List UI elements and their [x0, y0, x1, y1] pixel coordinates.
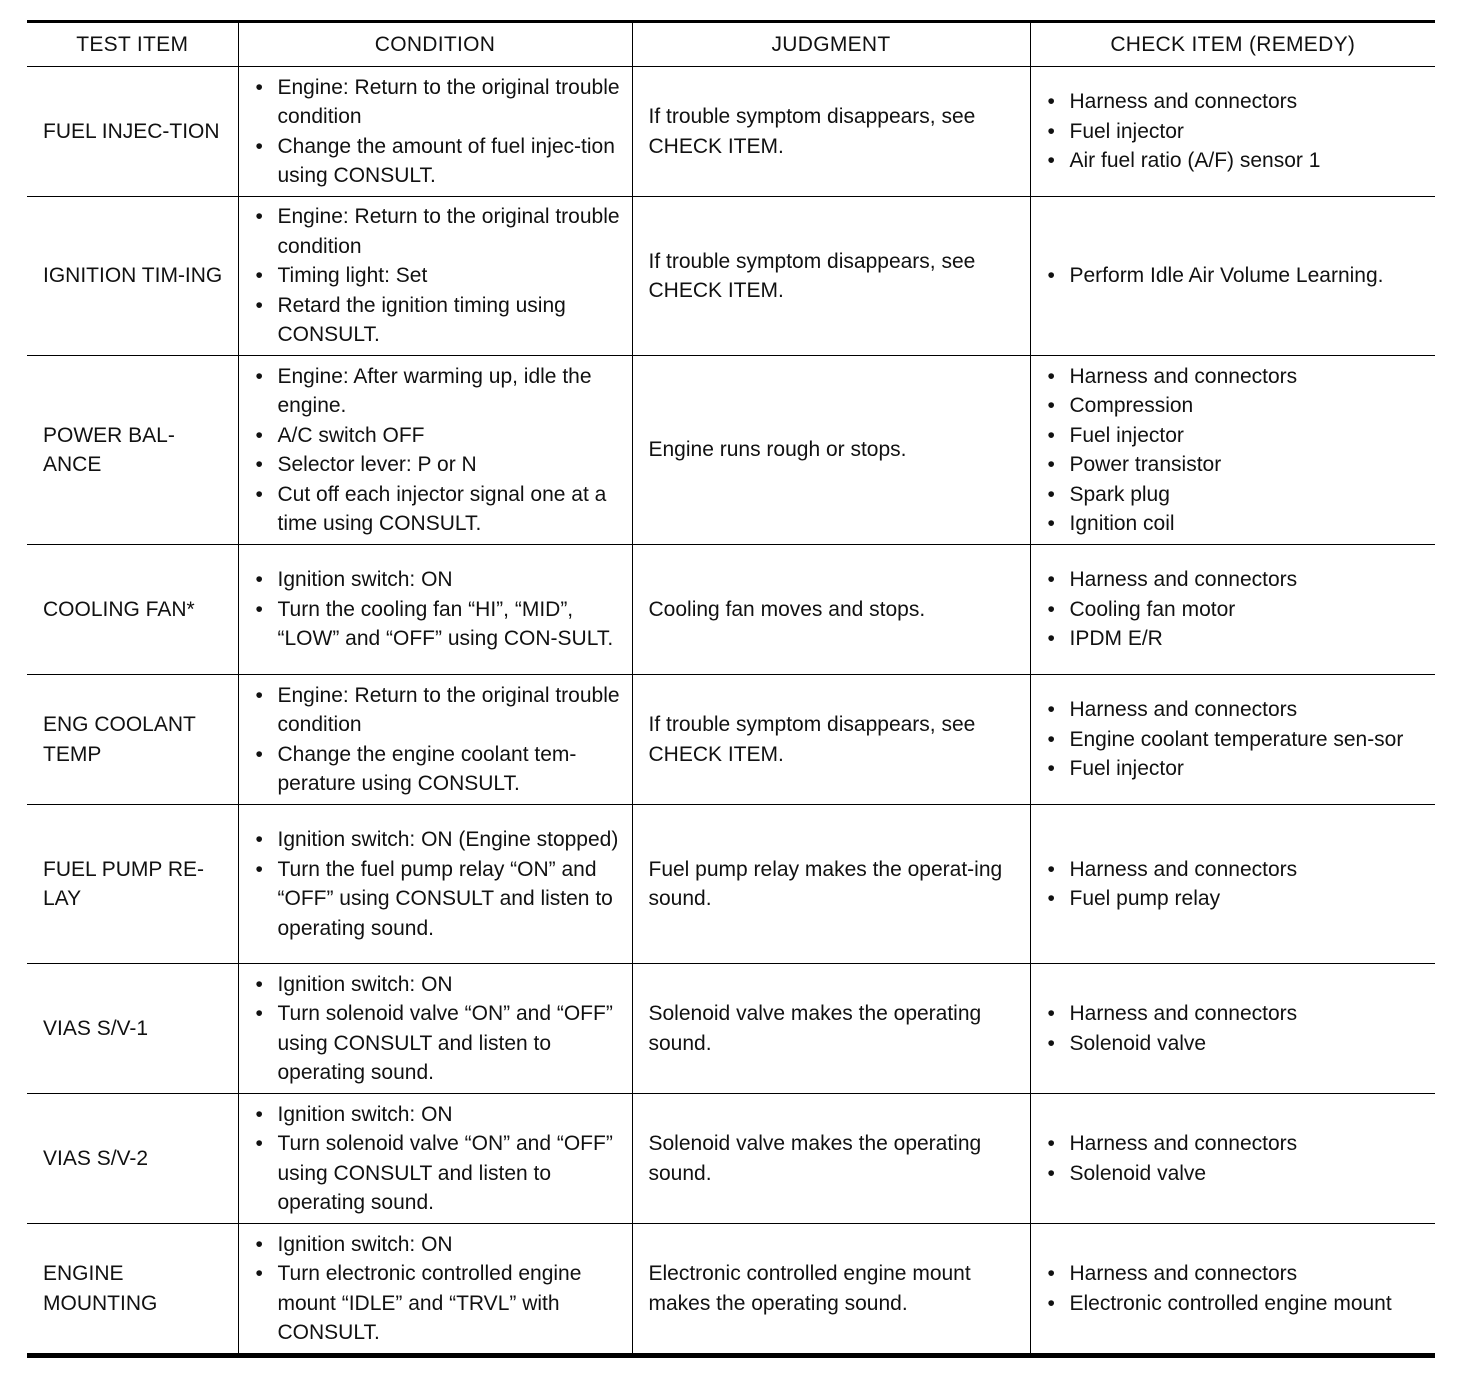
test-item-cell: VIAS S/V-2: [27, 1094, 238, 1224]
test-item-cell: ENG COOLANT TEMP: [27, 675, 238, 805]
judgment-cell: Fuel pump relay makes the operat-ing sound.: [632, 805, 1030, 964]
header-check-item: CHECK ITEM (REMEDY): [1030, 22, 1435, 67]
check-item: • Perform Idle Air Volume Learning.: [1043, 261, 1432, 291]
table-row: [27, 197, 1435, 356]
check-item-list: [1043, 87, 1432, 176]
check-item-cell: [1030, 1094, 1435, 1224]
check-item-cell: [1030, 805, 1435, 964]
condition-item: • Turn solenoid valve “ON” and “OFF” using CONSULT and listen to operating sound.: [251, 1129, 626, 1218]
condition-item: • Ignition switch: ON: [251, 1230, 626, 1260]
test-item-cell: FUEL PUMP RE-LAY: [27, 805, 238, 964]
check-item: • Solenoid valve: [1043, 1159, 1432, 1189]
judgment-cell: If trouble symptom disappears, see CHECK ITEM.: [632, 197, 1030, 356]
judgment-cell: Solenoid valve makes the operating sound.: [632, 964, 1030, 1094]
judgment-cell: If trouble symptom disappears, see CHECK ITEM.: [632, 67, 1030, 197]
check-item: • Ignition coil: [1043, 509, 1432, 539]
check-item-cell: [1030, 675, 1435, 805]
condition-item: • Cut off each injector signal one at a time using CONSULT.: [251, 480, 626, 539]
table-row: [27, 545, 1435, 675]
active-test-table-page: [27, 20, 1435, 1358]
header-judgment: JUDGMENT: [632, 22, 1030, 67]
condition-cell: [238, 675, 632, 805]
check-item-list: [1043, 261, 1432, 291]
check-item: • Engine coolant temperature sen-sor: [1043, 725, 1432, 755]
table-row: [27, 964, 1435, 1094]
condition-list: [251, 362, 626, 539]
condition-item: • Change the engine coolant tem-perature using CONSULT.: [251, 740, 626, 799]
check-item: • Solenoid valve: [1043, 1029, 1432, 1059]
condition-item: • A/C switch OFF: [251, 421, 626, 451]
condition-list: [251, 681, 626, 799]
table-row: [27, 805, 1435, 964]
check-item-cell: [1030, 67, 1435, 197]
check-item: • Spark plug: [1043, 480, 1432, 510]
table-row: [27, 1224, 1435, 1356]
condition-cell: [238, 67, 632, 197]
test-item-cell: VIAS S/V-1: [27, 964, 238, 1094]
condition-list: [251, 73, 626, 191]
condition-item: • Timing light: Set: [251, 261, 626, 291]
check-item: • Electronic controlled engine mount: [1043, 1289, 1432, 1319]
condition-item: • Engine: Return to the original trouble condition: [251, 73, 626, 132]
check-item: • Harness and connectors: [1043, 1129, 1432, 1159]
check-item-cell: [1030, 545, 1435, 675]
check-item-cell: [1030, 197, 1435, 356]
condition-item: • Turn solenoid valve “ON” and “OFF” using CONSULT and listen to operating sound.: [251, 999, 626, 1088]
check-item-cell: [1030, 1224, 1435, 1356]
condition-cell: [238, 805, 632, 964]
condition-cell: [238, 545, 632, 675]
test-item-cell: POWER BAL-ANCE: [27, 356, 238, 545]
judgment-cell: If trouble symptom disappears, see CHECK ITEM.: [632, 675, 1030, 805]
check-item-cell: [1030, 356, 1435, 545]
condition-item: • Turn the cooling fan “HI”, “MID”, “LOW” and “OFF” using CON-SULT.: [251, 595, 626, 654]
table-row: [27, 675, 1435, 805]
check-item: • IPDM E/R: [1043, 624, 1432, 654]
check-item: • Cooling fan motor: [1043, 595, 1432, 625]
condition-list: [251, 202, 626, 350]
condition-cell: [238, 1094, 632, 1224]
condition-list: [251, 1100, 626, 1218]
condition-item: • Ignition switch: ON: [251, 1100, 626, 1130]
check-item: • Compression: [1043, 391, 1432, 421]
condition-cell: [238, 356, 632, 545]
check-item: • Harness and connectors: [1043, 999, 1432, 1029]
judgment-cell: Solenoid valve makes the operating sound.: [632, 1094, 1030, 1224]
check-item: • Air fuel ratio (A/F) sensor 1: [1043, 146, 1432, 176]
check-item-list: [1043, 362, 1432, 539]
check-item-list: [1043, 565, 1432, 654]
header-test-item: TEST ITEM: [27, 22, 238, 67]
judgment-cell: Electronic controlled engine mount makes the operating sound.: [632, 1224, 1030, 1356]
condition-item: • Retard the ignition timing using CONSULT.: [251, 291, 626, 350]
condition-list: [251, 565, 626, 654]
judgment-cell: Cooling fan moves and stops.: [632, 545, 1030, 675]
table-row: [27, 1094, 1435, 1224]
check-item: • Harness and connectors: [1043, 565, 1432, 595]
condition-item: • Turn the fuel pump relay “ON” and “OFF” using CONSULT and listen to operating sound.: [251, 855, 626, 944]
condition-item: • Turn electronic controlled engine mount “IDLE” and “TRVL” with CONSULT.: [251, 1259, 626, 1348]
condition-list: [251, 825, 626, 943]
table-row: [27, 67, 1435, 197]
condition-item: • Change the amount of fuel injec-tion using CONSULT.: [251, 132, 626, 191]
condition-item: • Engine: Return to the original trouble condition: [251, 202, 626, 261]
check-item: • Fuel pump relay: [1043, 884, 1432, 914]
check-item: • Fuel injector: [1043, 117, 1432, 147]
check-item: • Harness and connectors: [1043, 1259, 1432, 1289]
check-item: • Harness and connectors: [1043, 855, 1432, 885]
test-item-cell: COOLING FAN*: [27, 545, 238, 675]
condition-cell: [238, 197, 632, 356]
table-row: [27, 356, 1435, 545]
check-item: • Harness and connectors: [1043, 695, 1432, 725]
condition-item: • Engine: Return to the original trouble condition: [251, 681, 626, 740]
check-item-list: [1043, 855, 1432, 914]
check-item: • Harness and connectors: [1043, 362, 1432, 392]
condition-item: • Selector lever: P or N: [251, 450, 626, 480]
condition-cell: [238, 1224, 632, 1356]
check-item: • Fuel injector: [1043, 421, 1432, 451]
check-item: • Fuel injector: [1043, 754, 1432, 784]
judgment-cell: Engine runs rough or stops.: [632, 356, 1030, 545]
check-item-cell: [1030, 964, 1435, 1094]
condition-item: • Engine: After warming up, idle the engine.: [251, 362, 626, 421]
header-row: [27, 22, 1435, 67]
check-item-list: [1043, 695, 1432, 784]
check-item-list: [1043, 999, 1432, 1058]
test-item-cell: IGNITION TIM-ING: [27, 197, 238, 356]
check-item-list: [1043, 1129, 1432, 1188]
check-item: • Power transistor: [1043, 450, 1432, 480]
condition-cell: [238, 964, 632, 1094]
condition-list: [251, 1230, 626, 1348]
condition-item: • Ignition switch: ON (Engine stopped): [251, 825, 626, 855]
condition-list: [251, 970, 626, 1088]
test-item-cell: FUEL INJEC-TION: [27, 67, 238, 197]
test-item-cell: ENGINE MOUNTING: [27, 1224, 238, 1356]
condition-item: • Ignition switch: ON: [251, 970, 626, 1000]
header-condition: CONDITION: [238, 22, 632, 67]
condition-item: • Ignition switch: ON: [251, 565, 626, 595]
check-item-list: [1043, 1259, 1432, 1318]
check-item: • Harness and connectors: [1043, 87, 1432, 117]
active-test-table: [27, 20, 1435, 1358]
